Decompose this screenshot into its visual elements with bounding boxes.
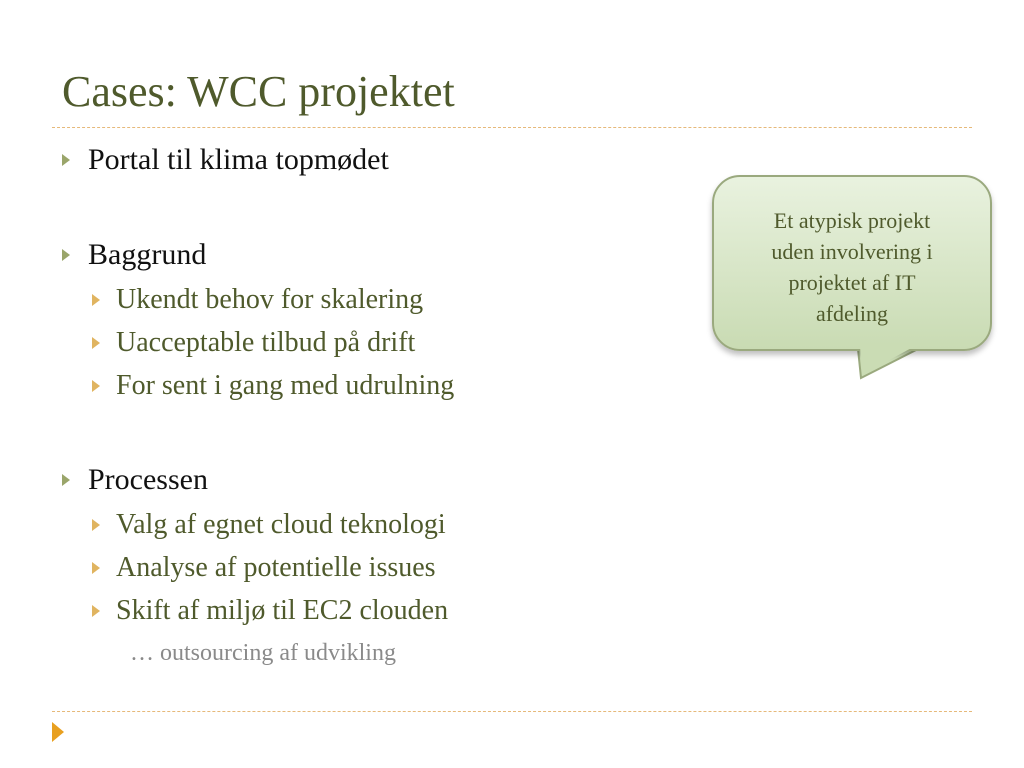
corner-triangle-icon — [52, 722, 64, 742]
bottom-divider — [52, 711, 972, 712]
sub-bullet-drift: Uacceptable tilbud på drift — [92, 327, 415, 359]
bullet-processen: Processen — [62, 463, 208, 497]
note-outsourcing: … outsourcing af udvikling — [130, 640, 396, 666]
sub-bullet-ec2: Skift af miljø til EC2 clouden — [92, 595, 448, 627]
sub-bullet-analyse: Analyse af potentielle issues — [92, 552, 436, 584]
sub-bullet-cloud: Valg af egnet cloud teknologi — [92, 509, 446, 541]
sub-bullet-skalering: Ukendt behov for skalering — [92, 284, 423, 316]
sub-bullet-udrulning: For sent i gang med udrulning — [92, 370, 454, 402]
bullet-baggrund: Baggrund — [62, 238, 206, 272]
slide-title: Cases: WCC projektet — [62, 67, 455, 116]
callout-text: Et atypisk projekt uden involvering i projektet af IT afdeling — [771, 208, 933, 326]
bullet-portal: Portal til klima topmødet — [62, 143, 389, 177]
